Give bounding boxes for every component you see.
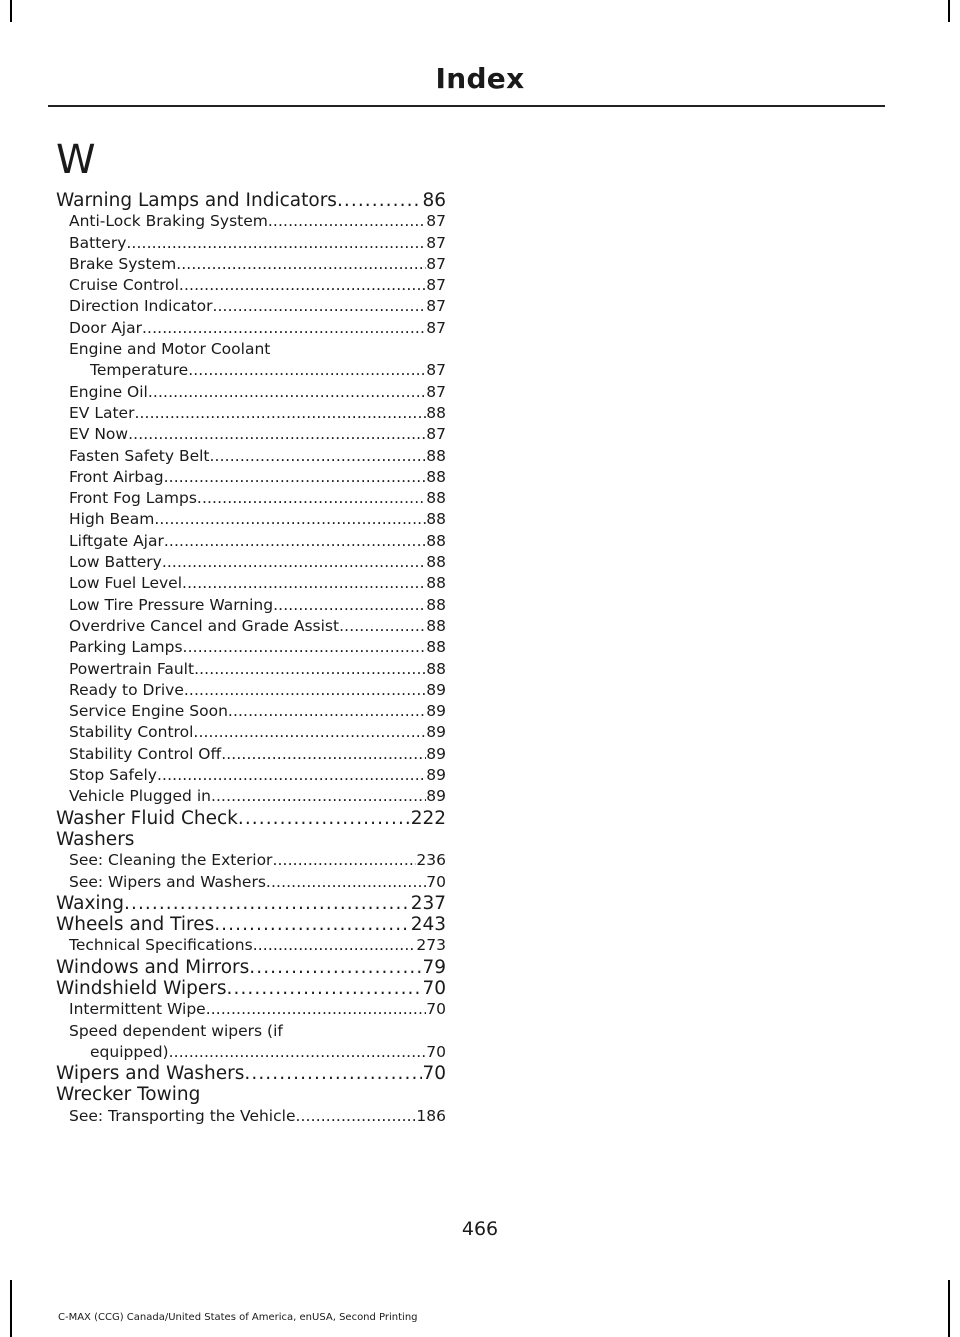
entry-page-number: 87 [426, 233, 446, 252]
dot-leader [212, 296, 426, 317]
entry-label: Front Fog Lamps [69, 489, 197, 508]
entry-label: Intermittent Wipe [69, 1000, 206, 1019]
entry-label: Temperature [90, 361, 189, 380]
index-subentry [56, 659, 446, 680]
dot-leader [148, 382, 426, 403]
dot-leader [179, 275, 426, 296]
index-subentry [56, 999, 446, 1020]
entry-label: Low Battery [69, 553, 162, 572]
dot-leader [214, 914, 410, 935]
dot-leader [162, 552, 426, 573]
entry-page-number: 88 [426, 510, 446, 529]
index-subentry [56, 722, 446, 743]
index-subentry [56, 1021, 446, 1042]
entry-page-number: 243 [410, 914, 446, 936]
index-subentry [56, 935, 446, 956]
entry-label: Waxing [56, 892, 125, 914]
dot-leader [253, 935, 417, 956]
dot-leader [124, 893, 411, 914]
entry-page-number: 88 [426, 638, 446, 657]
index-subentry [56, 254, 446, 275]
entry-label: Windows and Mirrors [56, 956, 250, 978]
entry-page-number: 87 [426, 318, 446, 337]
entry-label: Stability Control Off [69, 744, 222, 763]
entry-label: Wipers and Washers [56, 1063, 245, 1085]
index-entry [56, 914, 446, 935]
index-subentry [56, 360, 446, 381]
entry-page-number: 88 [426, 403, 446, 422]
entry-label: Wrecker Towing [56, 1084, 201, 1106]
dot-leader [295, 1106, 416, 1127]
entry-label: Technical Specifications [69, 936, 253, 955]
dot-leader [206, 999, 427, 1020]
index-entry [56, 829, 446, 850]
index-subentry [56, 850, 446, 871]
index-entry [56, 893, 446, 914]
dot-leader [197, 488, 426, 509]
entry-page-number: 89 [426, 787, 446, 806]
index-subentry [56, 211, 446, 232]
index-subentry [56, 744, 446, 765]
entry-label: See: Cleaning the Exterior [69, 851, 273, 870]
dot-leader [211, 786, 426, 807]
entry-label: Powertrain Fault [69, 659, 195, 678]
index-subentry [56, 573, 446, 594]
dot-leader [182, 573, 426, 594]
dot-leader [339, 616, 426, 637]
crop-mark-bottom-left [10, 1280, 12, 1337]
index-entry [56, 1084, 446, 1105]
entry-page-number: 70 [426, 1042, 446, 1061]
entry-label: Vehicle Plugged in [69, 787, 211, 806]
entry-page-number: 88 [426, 659, 446, 678]
entry-page-number: 88 [426, 595, 446, 614]
entry-label: Engine and Motor Coolant [69, 340, 271, 359]
entry-page-number: 87 [426, 297, 446, 316]
index-subentry [56, 339, 446, 360]
index-list [56, 190, 446, 1127]
entry-label: Low Fuel Level [69, 574, 183, 593]
dot-leader [183, 637, 427, 658]
dot-leader [337, 190, 423, 211]
index-subentry [56, 382, 446, 403]
dot-leader [154, 509, 426, 530]
index-subentry [56, 1042, 446, 1063]
index-subentry [56, 552, 446, 573]
index-entry [56, 957, 446, 978]
entry-label: See: Wipers and Washers [69, 872, 266, 891]
dot-leader [268, 211, 426, 232]
entry-page-number: 70 [426, 1000, 446, 1019]
footer-text: C-MAX (CCG) Canada/United States of America, enUSA, Second Printing [58, 1312, 418, 1323]
dot-leader [244, 1063, 422, 1084]
index-subentry [56, 765, 446, 786]
dot-leader [126, 233, 426, 254]
entry-label: Parking Lamps [69, 638, 183, 657]
header-rule [48, 105, 885, 107]
dot-leader [176, 254, 426, 275]
index-subentry [56, 318, 446, 339]
index-entry [56, 808, 446, 829]
section-letter: W [56, 137, 96, 183]
entry-label: Engine Oil [69, 382, 148, 401]
entry-page-number: 87 [426, 276, 446, 295]
index-entry [56, 190, 446, 211]
entry-label: Washer Fluid Check [56, 807, 238, 829]
index-subentry [56, 701, 446, 722]
index-subentry [56, 786, 446, 807]
index-subentry [56, 680, 446, 701]
entry-page-number: 87 [426, 361, 446, 380]
entry-page-number: 186 [416, 1106, 446, 1125]
entry-label: Fasten Safety Belt [69, 446, 210, 465]
entry-label: Low Tire Pressure Warning [69, 595, 274, 614]
entry-label: EV Now [69, 425, 129, 444]
dot-leader [227, 978, 423, 999]
index-subentry [56, 595, 446, 616]
index-subentry [56, 616, 446, 637]
entry-page-number: 88 [426, 531, 446, 550]
entry-page-number: 88 [426, 446, 446, 465]
dot-leader [169, 1042, 427, 1063]
entry-label: See: Transporting the Vehicle [69, 1106, 296, 1125]
entry-label: Warning Lamps and Indicators [56, 190, 337, 211]
entry-page-number: 89 [426, 744, 446, 763]
entry-label: EV Later [69, 403, 135, 422]
entry-label: Stop Safely [69, 766, 157, 785]
dot-leader [164, 467, 427, 488]
entry-page-number: 222 [410, 807, 446, 829]
dot-leader [273, 595, 426, 616]
entry-page-number: 87 [426, 212, 446, 231]
index-subentry [56, 467, 446, 488]
dot-leader [238, 808, 411, 829]
index-subentry [56, 509, 446, 530]
entry-page-number: 87 [426, 254, 446, 273]
entry-label: Anti-Lock Braking System [69, 212, 268, 231]
index-subentry [56, 233, 446, 254]
entry-label: Brake System [69, 254, 177, 273]
entry-label: Cruise Control [69, 276, 179, 295]
dot-leader [193, 722, 426, 743]
entry-page-number: 86 [422, 190, 446, 211]
index-subentry [56, 275, 446, 296]
dot-leader [194, 659, 426, 680]
index-subentry [56, 403, 446, 424]
entry-label: Windshield Wipers [56, 977, 227, 999]
entry-page-number: 70 [422, 1063, 446, 1085]
index-entry [56, 1063, 446, 1084]
entry-page-number: 70 [426, 872, 446, 891]
dot-leader [188, 360, 426, 381]
entry-page-number: 79 [422, 956, 446, 978]
entry-page-number: 88 [426, 574, 446, 593]
entry-page-number: 273 [416, 936, 446, 955]
dot-leader [157, 765, 426, 786]
crop-mark-bottom-right [948, 1280, 950, 1337]
dot-leader [210, 446, 427, 467]
entry-label: Stability Control [69, 723, 194, 742]
index-subentry [56, 872, 446, 893]
entry-page-number: 89 [426, 766, 446, 785]
entry-label: Speed dependent wipers (if [69, 1021, 283, 1040]
dot-leader [134, 403, 426, 424]
index-subentry [56, 637, 446, 658]
entry-label: High Beam [69, 510, 155, 529]
entry-label: Wheels and Tires [56, 914, 215, 936]
index-subentry [56, 531, 446, 552]
index-subentry [56, 488, 446, 509]
entry-page-number: 88 [426, 489, 446, 508]
dot-leader [228, 701, 426, 722]
page-title: Index [435, 62, 525, 95]
entry-page-number: 88 [426, 467, 446, 486]
crop-mark-top-left [10, 0, 12, 22]
entry-page-number: 87 [426, 382, 446, 401]
entry-label: equipped) [90, 1042, 169, 1061]
dot-leader [184, 680, 426, 701]
entry-label: Washers [56, 828, 135, 850]
entry-page-number: 89 [426, 702, 446, 721]
index-entry [56, 978, 446, 999]
dot-leader [249, 957, 422, 978]
entry-label: Ready to Drive [69, 680, 184, 699]
dot-leader [142, 318, 426, 339]
dot-leader [164, 531, 426, 552]
crop-mark-top-right [948, 0, 950, 22]
entry-page-number: 88 [426, 616, 446, 635]
index-subentry [56, 296, 446, 317]
index-subentry [56, 424, 446, 445]
entry-label: Direction Indicator [69, 297, 213, 316]
dot-leader [221, 744, 426, 765]
entry-label: Door Ajar [69, 318, 142, 337]
entry-page-number: 237 [410, 892, 446, 914]
entry-label: Front Airbag [69, 467, 164, 486]
dot-leader [266, 872, 426, 893]
entry-page-number: 70 [422, 977, 446, 999]
dot-leader [128, 424, 426, 445]
entry-label: Overdrive Cancel and Grade Assist [69, 616, 340, 635]
entry-page-number: 88 [426, 553, 446, 572]
entry-page-number: 89 [426, 723, 446, 742]
index-subentry [56, 1106, 446, 1127]
entry-label: Service Engine Soon [69, 702, 228, 721]
dot-leader [272, 850, 416, 871]
index-subentry [56, 446, 446, 467]
entry-page-number: 89 [426, 680, 446, 699]
entry-label: Liftgate Ajar [69, 531, 164, 550]
entry-label: Battery [69, 233, 127, 252]
entry-page-number: 236 [416, 851, 446, 870]
page-number: 466 [461, 1218, 499, 1240]
entry-page-number: 87 [426, 425, 446, 444]
